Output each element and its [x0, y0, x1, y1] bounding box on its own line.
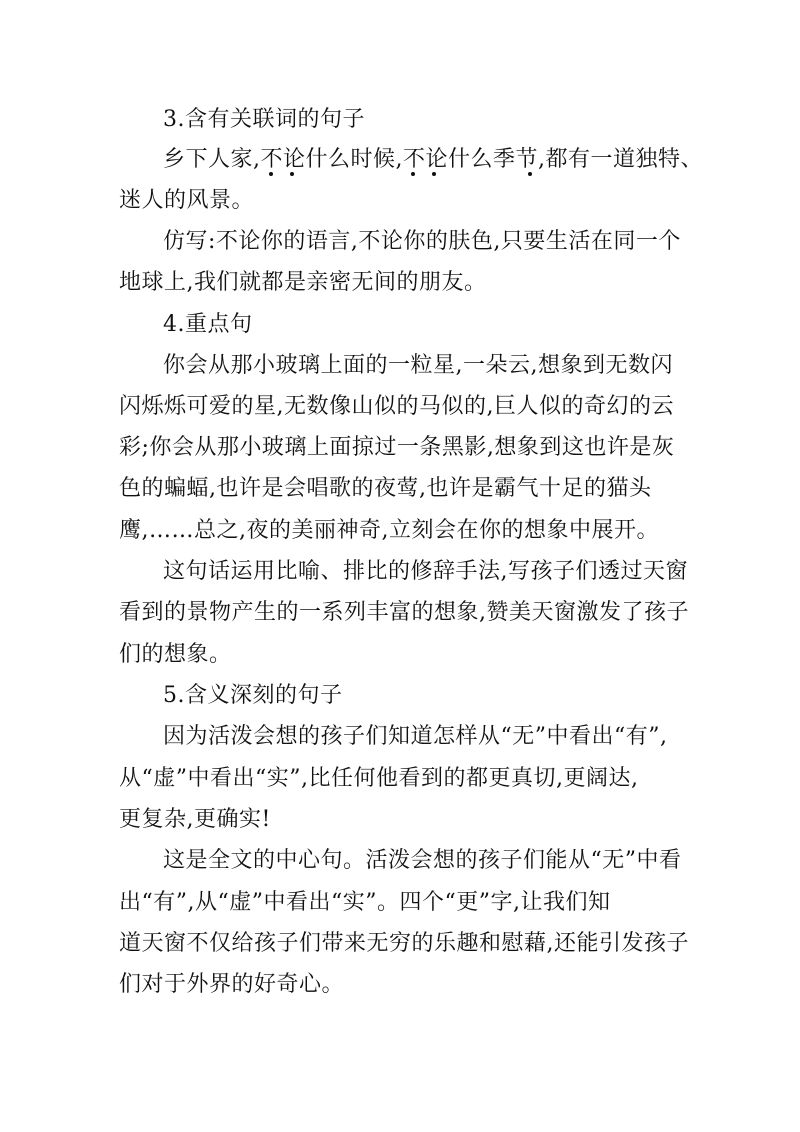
analysis-line: 这是全文的中心句。活泼会想的孩子们能从“无”中看	[163, 848, 682, 873]
quote-line: 彩;你会从那小玻璃上面掠过一条黑影,想象到这也许是灰	[119, 435, 675, 460]
example-line: 迷人的风景。	[119, 188, 255, 213]
quote-line: 闪烁烁可爱的星,无数像山似的马似的,巨人似的奇幻的云	[119, 394, 674, 419]
analysis-line: 出“有”,从“虚”中看出“实”。四个“更”字,让我们知	[119, 890, 611, 915]
example-line: 乡下人家,不论什么时候,不论什么季节,都有一道独特、	[163, 147, 703, 172]
quote-line: 色的蝙蝠,也许是会唱歌的夜莺,也许是霸气十足的猫头	[119, 476, 652, 501]
quote-line: 从“虚”中看出“实”,比任何他看到的都更真切,更阔达,	[119, 766, 639, 791]
emphasis-dot	[432, 172, 436, 176]
emphasis-dot	[411, 172, 415, 176]
emphasis-dot	[269, 172, 273, 176]
analysis-line: 看到的景物产生的一系列丰富的想象,赞美天窗激发了孩子	[119, 600, 689, 625]
analysis-line: 们的想象。	[119, 642, 232, 667]
quote-line: 鹰,……总之,夜的美丽神奇,立刻会在你的想象中展开。	[119, 518, 659, 543]
quote-line: 你会从那小玻璃上面的一粒星,一朵云,想象到无数闪	[163, 353, 673, 378]
analysis-line: 这句话运用比喻、排比的修辞手法,写孩子们透过天窗	[163, 559, 688, 584]
section-heading-conjunctions: 3.含有关联词的句子	[163, 107, 365, 132]
section-heading-deep-meaning: 5.含义深刻的句子	[163, 683, 343, 708]
imitation-line: 地球上,我们就都是亲密无间的朋友。	[119, 270, 487, 295]
section-heading-key-sentence: 4.重点句	[163, 312, 253, 337]
analysis-line: 们对于外界的好奇心。	[119, 972, 345, 997]
analysis-line: 道天窗不仅给孩子们带来无穷的乐趣和慰藉,还能引发孩子	[119, 931, 689, 956]
quote-line: 因为活泼会想的孩子们知道怎样从“无”中看出“有”,	[163, 724, 668, 749]
emphasis-dot	[290, 172, 294, 176]
emphasis-dot	[528, 172, 532, 176]
quote-line: 更复杂,更确实!	[119, 807, 271, 832]
imitation-line: 仿写:不论你的语言,不论你的肤色,只要生活在同一个	[163, 229, 681, 254]
